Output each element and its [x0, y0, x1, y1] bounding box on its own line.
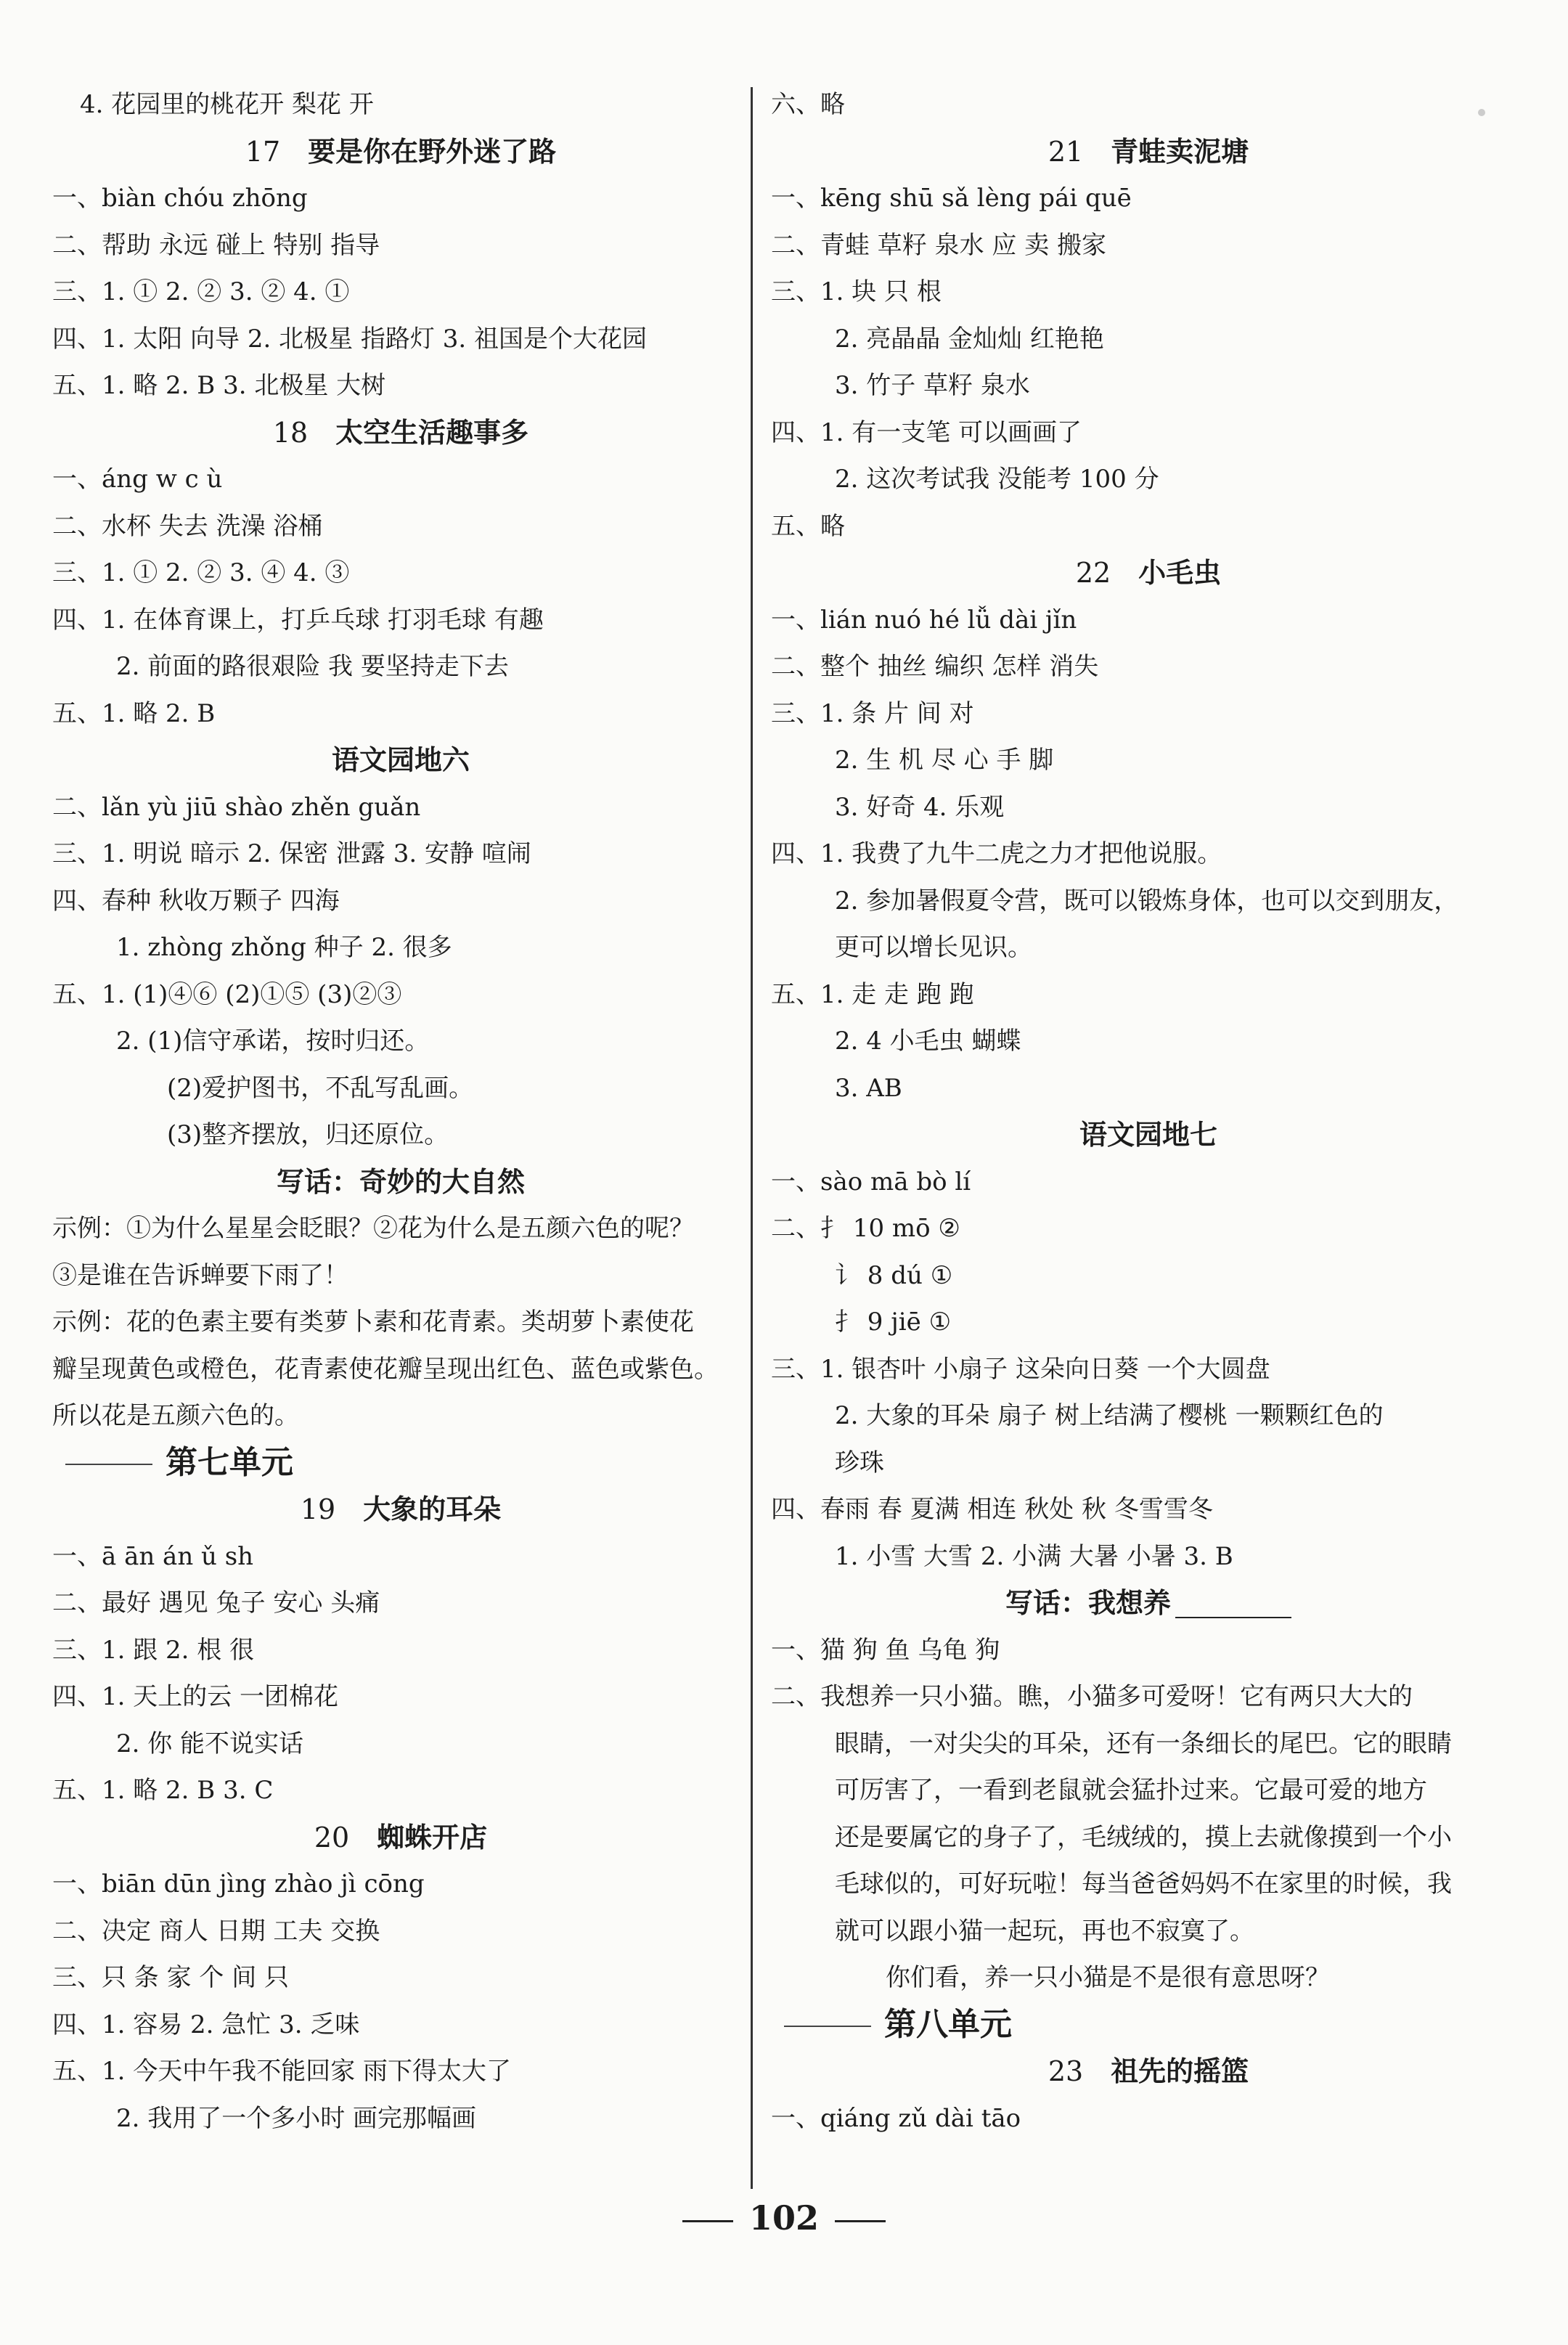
answer-line: 四、春雨 春 夏满 相连 秋处 秋 冬雪雪冬 — [771, 1495, 1213, 1524]
answer-line: 一、kēng shū sǎ lèng pái quē — [771, 184, 1132, 213]
answer-line: 1. zhòng zhǒng 种子 2. 很多 — [116, 933, 452, 962]
lesson-number: 18 — [272, 416, 309, 449]
answer-line: 二、整个 抽丝 编织 怎样 消失 — [771, 652, 1099, 681]
page-number-dash-right — [835, 2220, 886, 2222]
lesson-number: 22 — [1075, 557, 1111, 589]
answer-line: 3. AB — [835, 1073, 902, 1103]
unit-heading — [52, 1440, 749, 1487]
lesson-title — [52, 1814, 749, 1861]
lesson-title — [771, 1580, 1526, 1627]
answer-line: (2)爱护图书，不乱写乱画。 — [167, 1073, 474, 1103]
answer-line: 三、1. ① 2. ② 3. ④ 4. ③ — [52, 558, 350, 587]
page-number — [0, 2193, 1568, 2243]
answer-line: 一、biān dūn jìng zhào jì cōng — [52, 1869, 425, 1899]
answer-line: 更可以增长见识。 — [835, 933, 1032, 962]
lesson-title-text: 祖先的摇篮 — [1111, 2055, 1249, 2087]
answer-line: 二、最好 遇见 兔子 安心 头痛 — [52, 1589, 380, 1618]
answer-line: 毛球似的，可好玩啦！每当爸爸妈妈不在家里的时候，我 — [835, 1869, 1452, 1899]
answer-line: 五、1. 略 2. B 3. C — [52, 1776, 274, 1805]
answer-line: 三、1. 条 片 间 对 — [771, 698, 974, 728]
lesson-title-text: 写话：奇妙的大自然 — [276, 1165, 525, 1198]
lesson-title-text: 语文园地七 — [1079, 1119, 1217, 1151]
lesson-title-text: 大象的耳朵 — [363, 1493, 502, 1525]
answer-line: 五、1. (1)④⑥ (2)①⑤ (3)②③ — [52, 979, 402, 1009]
answer-line: 三、1. 银杏叶 小扇子 这朵向日葵 一个大圆盘 — [771, 1354, 1270, 1384]
answer-line: 一、sào mā bò lí — [771, 1167, 971, 1196]
page-number-dash-left — [682, 2220, 733, 2222]
column-divider — [751, 87, 753, 2189]
lesson-number: 20 — [314, 1821, 350, 1853]
answer-line: 2. 这次考试我 没能考 100 分 — [835, 465, 1159, 494]
answer-line: 2. 前面的路很艰险 我 要坚持走下去 — [116, 652, 509, 681]
lesson-title-text: 语文园地六 — [331, 744, 470, 776]
answer-line: 三、1. 明说 暗示 2. 保密 泄露 3. 安静 喧闹 — [52, 839, 531, 868]
answer-line: 珍珠 — [835, 1448, 884, 1477]
answer-line: 一、ā ān án ǔ sh — [52, 1541, 254, 1571]
lesson-title — [771, 550, 1526, 597]
answer-line: 就可以跟小猫一起玩，再也不寂寞了。 — [835, 1916, 1254, 1946]
answer-line: 三、1. 块 只 根 — [771, 277, 942, 306]
answer-line: 瓣呈现黄色或橙色，花青素使花瓣呈现出红色、蓝色或紫色。 — [52, 1354, 719, 1384]
answer-line: 二、我想养一只小猫。瞧，小猫多可爱呀！它有两只大大的 — [771, 1682, 1413, 1711]
answer-line: 还是要属它的身子了，毛绒绒的，摸上去就像摸到一个小 — [835, 1822, 1452, 1852]
lesson-title-text: 第八单元 — [884, 2005, 1012, 2043]
lesson-title-text: 青蛙卖泥塘 — [1111, 135, 1249, 168]
answer-line: 六、略 — [771, 90, 845, 119]
lesson-number: 23 — [1048, 2055, 1084, 2087]
answer-line: 一、biàn chóu zhōng — [52, 184, 308, 213]
answer-line: 五、略 — [771, 511, 845, 541]
answer-line: 扌 9 jiē ① — [835, 1308, 952, 1337]
lesson-title-text: 第七单元 — [166, 1443, 293, 1481]
answer-line: 3. 竹子 草籽 泉水 — [835, 371, 1030, 400]
answer-line: 你们看，养一只小猫是不是很有意思呀？ — [886, 1963, 1330, 1992]
answer-line: (3)整齐摆放，归还原位。 — [167, 1120, 449, 1149]
answer-line: 2. 你 能不说实话 — [116, 1729, 304, 1758]
lesson-title — [771, 1112, 1526, 1159]
left-column — [52, 81, 749, 2142]
answer-line: 一、qiáng zǔ dài tāo — [771, 2103, 1021, 2133]
lesson-title — [52, 409, 749, 457]
answer-line: 五、1. 略 2. B — [52, 698, 216, 728]
answer-line: 四、1. 有一支笔 可以画画了 — [771, 417, 1082, 447]
lesson-number: 17 — [245, 135, 281, 168]
answer-line: 二、lǎn yù jiū shào zhěn guǎn — [52, 792, 421, 822]
lesson-title-text: 蜘蛛开店 — [377, 1821, 488, 1853]
answer-line: 2. 大象的耳朵 扇子 树上结满了樱桃 一颗颗红色的 — [835, 1401, 1384, 1430]
answer-line: 二、青蛙 草籽 泉水 应 卖 搬家 — [771, 230, 1107, 260]
answer-line: 一、lián nuó hé lǚ dài jǐn — [771, 605, 1077, 635]
answer-line: ③是谁在告诉蝉要下雨了！ — [52, 1260, 348, 1290]
lesson-number: 19 — [300, 1493, 336, 1525]
answer-line: 二、帮助 永远 碰上 特别 指导 — [52, 230, 380, 260]
answer-line: 2. 生 机 尽 心 手 脚 — [835, 746, 1054, 775]
answer-line: 一、áng w c ù — [52, 465, 223, 494]
answer-line: 可厉害了，一看到老鼠就会猛扑过来。它最可爱的地方 — [835, 1776, 1427, 1805]
answer-line: 三、只 条 家 个 间 只 — [52, 1963, 290, 1992]
lesson-title — [52, 129, 749, 176]
answer-line: 三、1. 跟 2. 根 很 — [52, 1635, 255, 1665]
answer-line: 2. 我用了一个多小时 画完那幅画 — [116, 2103, 477, 2133]
answer-line: 2. 4 小毛虫 蝴蝶 — [835, 1027, 1021, 1056]
fill-blank-line — [1175, 1583, 1291, 1618]
lesson-number: 21 — [1048, 135, 1084, 168]
answer-line: 1. 小雪 大雪 2. 小满 大暑 小暑 3. B — [835, 1541, 1233, 1571]
lesson-title-text: 写话：我想养 — [1005, 1587, 1171, 1619]
lesson-title — [52, 1486, 749, 1533]
answer-line: 2. 参加暑假夏令营，既可以锻炼身体，也可以交到朋友， — [835, 886, 1459, 915]
answer-line: 眼睛，一对尖尖的耳朵，还有一条细长的尾巴。它的眼睛 — [835, 1729, 1452, 1758]
answer-line: 四、1. 太阳 向导 2. 北极星 指路灯 3. 祖国是个大花园 — [52, 324, 647, 354]
answer-line: 四、1. 天上的云 一团棉花 — [52, 1682, 339, 1711]
lesson-title — [771, 2048, 1526, 2095]
answer-line: 讠 8 dú ① — [835, 1260, 953, 1290]
lesson-title — [52, 1159, 749, 1206]
answer-line: 四、1. 容易 2. 急忙 3. 乏味 — [52, 2010, 360, 2039]
page-number-value: 102 — [748, 2198, 820, 2238]
answer-line: 二、水杯 失去 洗澡 浴桶 — [52, 511, 323, 541]
answer-line: 五、1. 走 走 跑 跑 — [771, 979, 974, 1009]
right-column — [771, 81, 1526, 2142]
answer-line: 二、决定 商人 日期 工夫 交换 — [52, 1916, 380, 1946]
lesson-title-text: 小毛虫 — [1138, 557, 1222, 589]
lesson-title — [52, 737, 749, 784]
unit-heading — [771, 2002, 1526, 2049]
answer-line: 示例：花的色素主要有类萝卜素和花青素。类胡萝卜素使花 — [52, 1308, 694, 1337]
answer-line: 示例：①为什么星星会眨眼？②花为什么是五颜六色的呢？ — [52, 1214, 694, 1243]
answer-line: 五、1. 略 2. B 3. 北极星 大树 — [52, 371, 386, 400]
lesson-title-text: 要是你在野外迷了路 — [308, 135, 557, 168]
answer-line: 3. 好奇 4. 乐观 — [835, 792, 1005, 822]
lesson-title-text: 太空生活趣事多 — [335, 416, 529, 449]
answer-line: 4. 花园里的桃花开 梨花 开 — [80, 90, 374, 119]
answer-line: 四、1. 我费了九牛二虎之力才把他说服。 — [771, 839, 1222, 868]
answer-line: 2. 亮晶晶 金灿灿 红艳艳 — [835, 324, 1104, 354]
answer-line: 四、1. 在体育课上，打乒乓球 打羽毛球 有趣 — [52, 605, 544, 635]
answer-line: 2. (1)信守承诺，按时归还。 — [116, 1027, 430, 1056]
answer-line: 五、1. 今天中午我不能回家 雨下得太大了 — [52, 2057, 512, 2086]
answer-line: 二、扌 10 mō ② — [771, 1214, 960, 1243]
lesson-title — [771, 129, 1526, 176]
answer-line: 一、猫 狗 鱼 乌龟 狗 — [771, 1635, 1000, 1665]
answer-line: 四、春种 秋收万颗子 四海 — [52, 886, 340, 915]
answer-line: 所以花是五颜六色的。 — [52, 1401, 299, 1430]
answer-line: 三、1. ① 2. ② 3. ② 4. ① — [52, 277, 350, 306]
